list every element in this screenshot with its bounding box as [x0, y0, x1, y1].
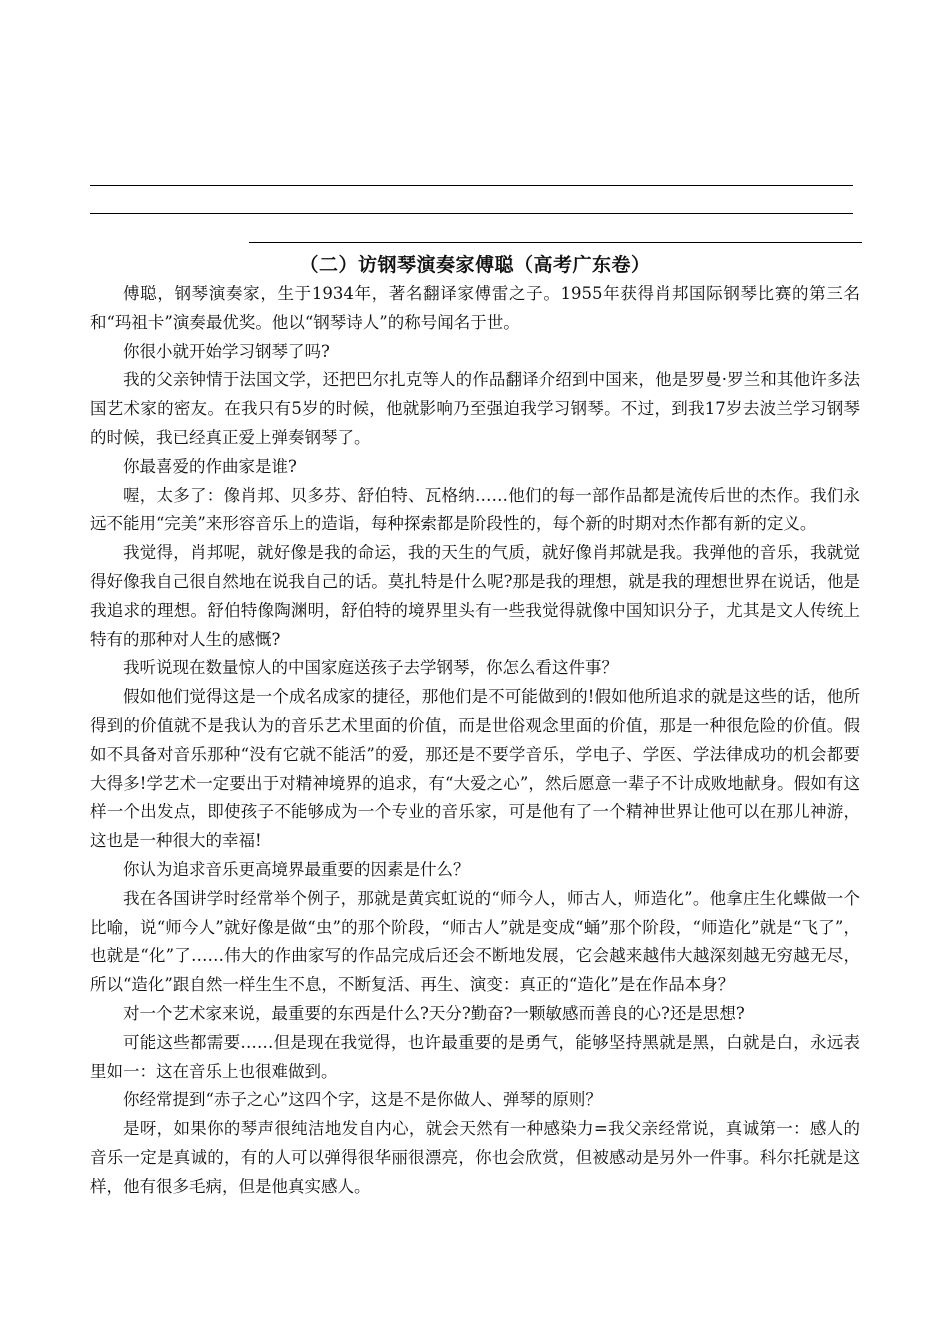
paragraph-answer: 我的父亲钟情于法国文学，还把巴尔扎克等人的作品翻译介绍到中国来，他是罗曼·罗兰和其他许多法国艺术家的密友。在我只有5岁的时候，他就影响乃至强迫我学习钢琴。不过，到我17岁去波兰学习钢琴的时候，我已经真正爱上弹奏钢琴了。: [90, 370, 860, 447]
paragraph-question: 我听说现在数量惊人的中国家庭送孩子去学钢琴，你怎么看这件事？: [123, 658, 618, 678]
paragraph-answer: 我在各国讲学时经常举个例子，那就是黄宾虹说的“师今人，师古人，师造化”。他拿庄生化蝶做一个比喻，说“师今人”就好像是做“虫”的那个阶段，“师古人”就是变成“蛹”那个阶段，“师造化”就是“飞了”，也就是“化”了……伟大的作曲家写的作品完成后还会不断地发展，它会越来越伟大越深刻越无穷越无尽，所以“造化”跟自然一样生生不息，不断复活、再生、演变：真正的“造化”是在作品本身？: [90, 888, 860, 995]
answer-line-2: [90, 213, 853, 214]
paragraph-question: 你最喜爱的作曲家是谁?: [123, 456, 297, 476]
paragraph-answer: 是呀，如果你的琴声很纯洁地发自内心，就会天然有一种感染力=我父亲经常说，真诚第一：感人的音乐一定是真诚的，有的人可以弹得很华丽很漂亮，你也会欣赏，但被感动是另外一件事。科尔托就是这样，他有很多毛病，但是他真实感人。: [90, 1119, 860, 1196]
paragraph-question: 你很小就开始学习钢琴了吗?: [123, 341, 330, 361]
answer-line-1: [90, 185, 853, 186]
paragraph-answer: 喔，太多了：像肖邦、贝多芬、舒伯特、瓦格纳……他们的每一部作品都是流传后世的杰作。我们永远不能用“完美”来形容音乐上的造诣，每种探索都是阶段性的，每个新的时期对杰作都有新的定义。: [90, 485, 860, 534]
article-body: [90, 280, 860, 1202]
paragraph-answer: 可能这些都需要……但是现在我觉得，也许最重要的是勇气，能够坚持黑就是黑，白就是白，永远表里如一：这在音乐上也很难做到。: [90, 1032, 860, 1081]
paragraph-question: 你认为追求音乐更高境界最重要的因素是什么？: [123, 859, 470, 879]
answer-line-3: [249, 242, 862, 243]
paragraph-question: 对一个艺术家来说，最重要的东西是什么?天分?勤奋?一颗敏感而善良的心?还是思想?: [123, 1003, 745, 1023]
paragraph-answer: 我觉得，肖邦呢，就好像是我的命运，我的天生的气质，就好像肖邦就是我。我弹他的音乐，我就觉得好像我自己很自然地在说我自己的话。莫扎特是什么呢?那是我的理想，就是我的理想世界在说话，他是我追求的理想。舒伯特像陶渊明，舒伯特的境界里头有一些我觉得就像中国知识分子，尤其是文人传统上特有的那种对人生的感慨?: [90, 543, 860, 649]
paragraph-question: 你经常提到“赤子之心”这四个字，这是不是你做人、弹琴的原则？: [123, 1090, 602, 1110]
paragraph-intro: 傅聪，钢琴演奏家，生于1934年，著名翻译家傅雷之子。1955年获得肖邦国际钢琴比赛的第三名和“玛祖卡”演奏最优奖。他以“钢琴诗人”的称号闻名于世。: [90, 284, 860, 332]
paragraph-answer: 假如他们觉得这是一个成名成家的捷径，那他们是不可能做到的!假如他所追求的就是这些的话，他所得到的价值就不是我认为的音乐艺术里面的价值，而是世俗观念里面的价值，那是一种很危险的价值。假如不具备对音乐那种“没有它就不能活”的爱，那还是不要学音乐，学电子、学医、学法律成功的机会都要大得多!学艺术一定要出于对精神境界的追求，有“大爱之心”，然后愿意一辈子不计成败地献身。假如有这样一个出发点，即使孩子不能够成为一个专业的音乐家，可是他有了一个精神世界让他可以在那儿神游，这也是一种很大的幸福!: [90, 687, 860, 851]
section-title: （二）访钢琴演奏家傅聪（高考广东卷）: [299, 254, 651, 276]
